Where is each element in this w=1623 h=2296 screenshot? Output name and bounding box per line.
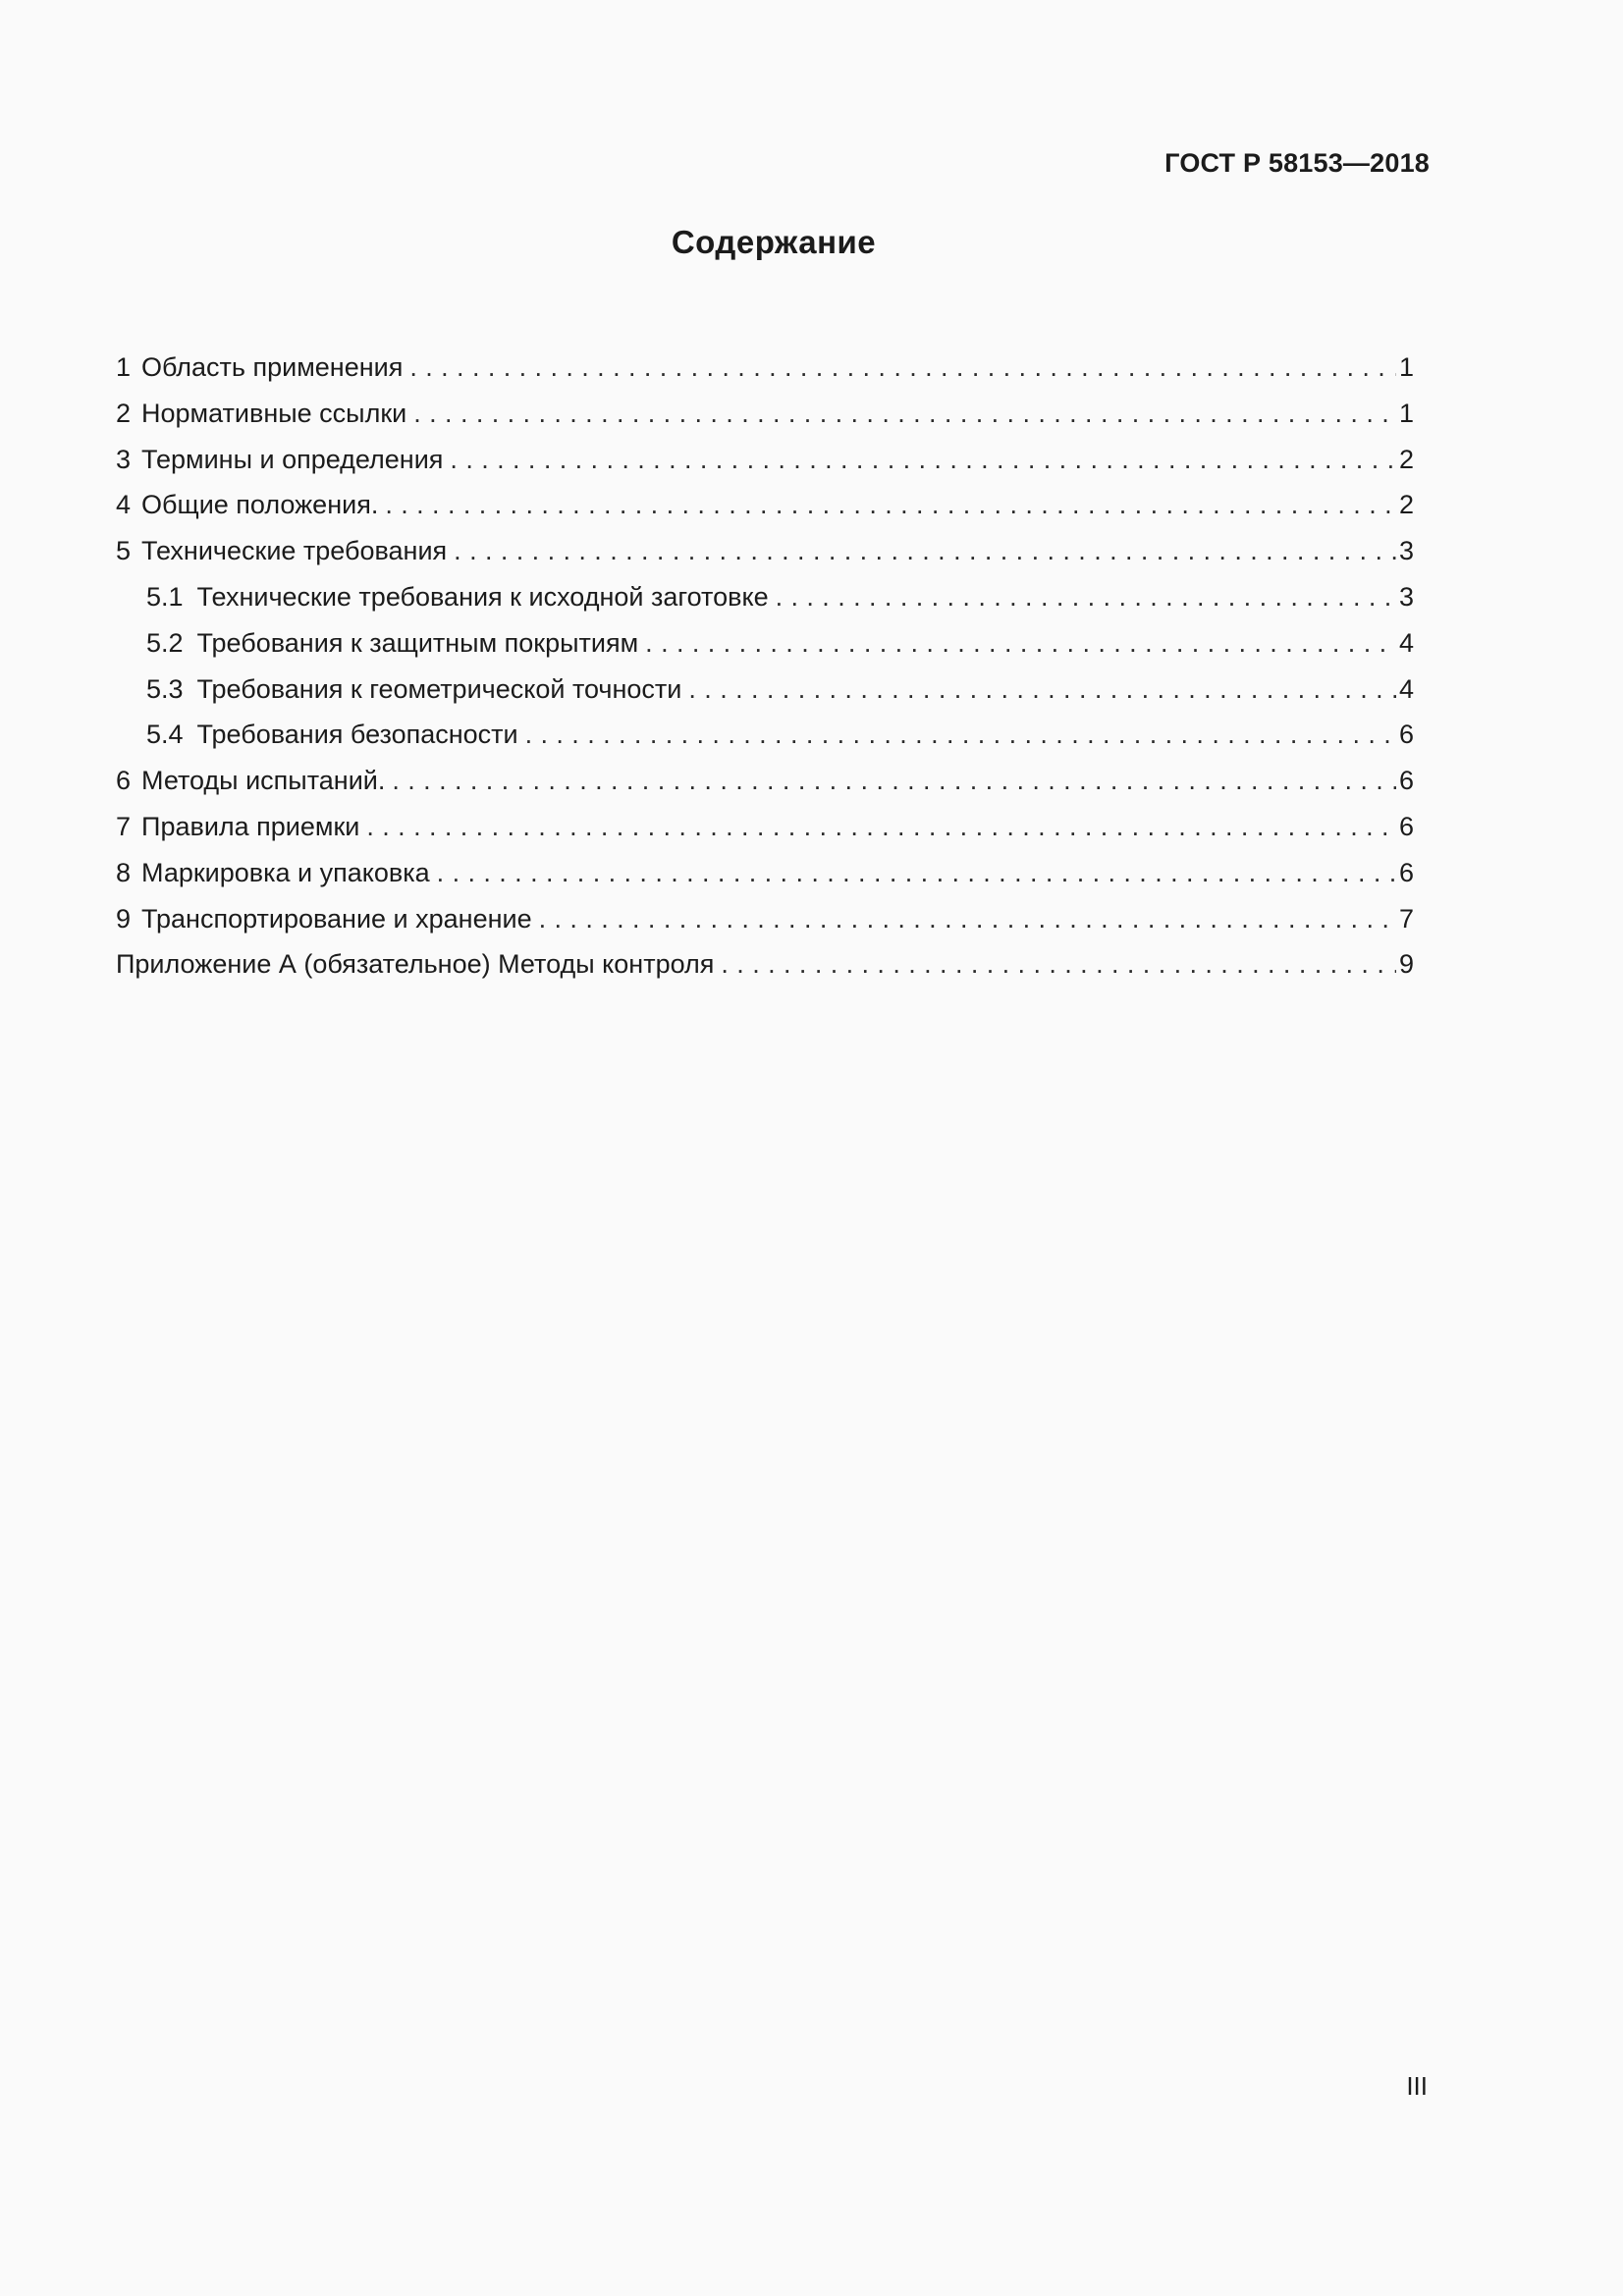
toc-entry-page: 2 xyxy=(1398,490,1414,520)
toc-entry-number: 5.2 xyxy=(146,627,184,658)
toc-entry[interactable] xyxy=(116,758,1414,804)
toc-entry-title: Транспортирование и хранение xyxy=(141,903,532,934)
toc-entry-title: Приложение А (обязательное) Методы контроля xyxy=(116,949,715,980)
toc-entry-title: Правила приемки xyxy=(141,811,360,841)
toc-dot-leader xyxy=(385,482,1396,528)
toc-entry-title: Технические требования xyxy=(141,536,448,566)
toc-entry-number: 5 xyxy=(116,536,132,566)
toc-entry-page: 6 xyxy=(1398,766,1414,796)
toc-entry-title: Нормативные ссылки xyxy=(141,398,407,428)
toc-entry-number: 6 xyxy=(116,766,132,796)
toc-dot-leader xyxy=(525,712,1396,758)
page-number: III xyxy=(1406,2071,1428,2101)
toc-entry-title: Методы испытаний. xyxy=(141,766,386,796)
toc-entry[interactable] xyxy=(116,528,1414,574)
toc-dot-leader xyxy=(776,574,1396,620)
toc-entry-number: 5.3 xyxy=(146,673,184,704)
toc-entry-number: 1 xyxy=(116,352,132,382)
toc-entry-title: Требования к защитным покрытиям xyxy=(196,627,639,658)
toc-entry-page: 4 xyxy=(1398,627,1414,658)
toc-entry[interactable] xyxy=(116,437,1414,483)
toc-entry-number: 9 xyxy=(116,903,132,934)
toc-entry-number: 5.1 xyxy=(146,581,184,612)
toc-entry[interactable] xyxy=(116,850,1414,896)
toc-dot-leader xyxy=(409,345,1396,391)
toc-entry[interactable] xyxy=(116,804,1414,850)
toc-entry-page: 1 xyxy=(1398,352,1414,382)
toc-entry-page: 6 xyxy=(1398,811,1414,841)
toc-entry-title: Требования безопасности xyxy=(196,720,518,750)
document-code: ГОСТ Р 58153—2018 xyxy=(1164,148,1430,178)
toc-dot-leader xyxy=(366,804,1396,850)
toc-entry-title: Технические требования к исходной заготовке xyxy=(196,581,769,612)
toc-entry-page: 6 xyxy=(1398,857,1414,887)
toc-entry-page: 4 xyxy=(1398,673,1414,704)
toc-dot-leader xyxy=(392,758,1396,804)
toc-entry-number: 5.4 xyxy=(146,720,184,750)
toc-entry[interactable] xyxy=(116,896,1414,942)
toc-entry-number: 3 xyxy=(116,444,132,474)
toc-dot-leader xyxy=(454,528,1396,574)
toc-entry[interactable] xyxy=(116,482,1414,528)
toc-heading: Содержание xyxy=(671,224,877,260)
toc-entry-title: Область применения xyxy=(141,352,404,382)
toc-entry-number: 8 xyxy=(116,857,132,887)
toc-entry-page: 1 xyxy=(1398,398,1414,428)
toc-dot-leader xyxy=(645,620,1396,667)
toc-entry-number: 7 xyxy=(116,811,132,841)
toc-entry-title: Общие положения. xyxy=(141,490,379,520)
toc-entry-title: Требования к геометрической точности xyxy=(196,673,682,704)
table-of-contents xyxy=(116,345,1414,988)
toc-dot-leader xyxy=(450,437,1396,483)
toc-subentry[interactable] xyxy=(116,667,1414,713)
toc-entry-page: 3 xyxy=(1398,536,1414,566)
toc-dot-leader xyxy=(688,667,1396,713)
toc-subentry[interactable] xyxy=(116,574,1414,620)
toc-subentry[interactable] xyxy=(116,620,1414,667)
toc-entry-page: 7 xyxy=(1398,903,1414,934)
toc-subentry[interactable] xyxy=(116,712,1414,758)
toc-entry-number: 4 xyxy=(116,490,132,520)
toc-entry-title: Термины и определения xyxy=(141,444,444,474)
toc-entry-appendix[interactable] xyxy=(116,941,1414,988)
toc-entry-number: 2 xyxy=(116,398,132,428)
toc-dot-leader xyxy=(437,850,1396,896)
toc-dot-leader xyxy=(413,391,1396,437)
toc-dot-leader xyxy=(539,896,1396,942)
toc-entry-title: Маркировка и упаковка xyxy=(141,857,430,887)
toc-entry-page: 6 xyxy=(1398,720,1414,750)
toc-entry-page: 2 xyxy=(1398,444,1414,474)
toc-entry[interactable] xyxy=(116,391,1414,437)
toc-entry-page: 9 xyxy=(1398,949,1414,980)
toc-dot-leader xyxy=(721,941,1396,988)
toc-entry[interactable] xyxy=(116,345,1414,391)
toc-entry-page: 3 xyxy=(1398,581,1414,612)
